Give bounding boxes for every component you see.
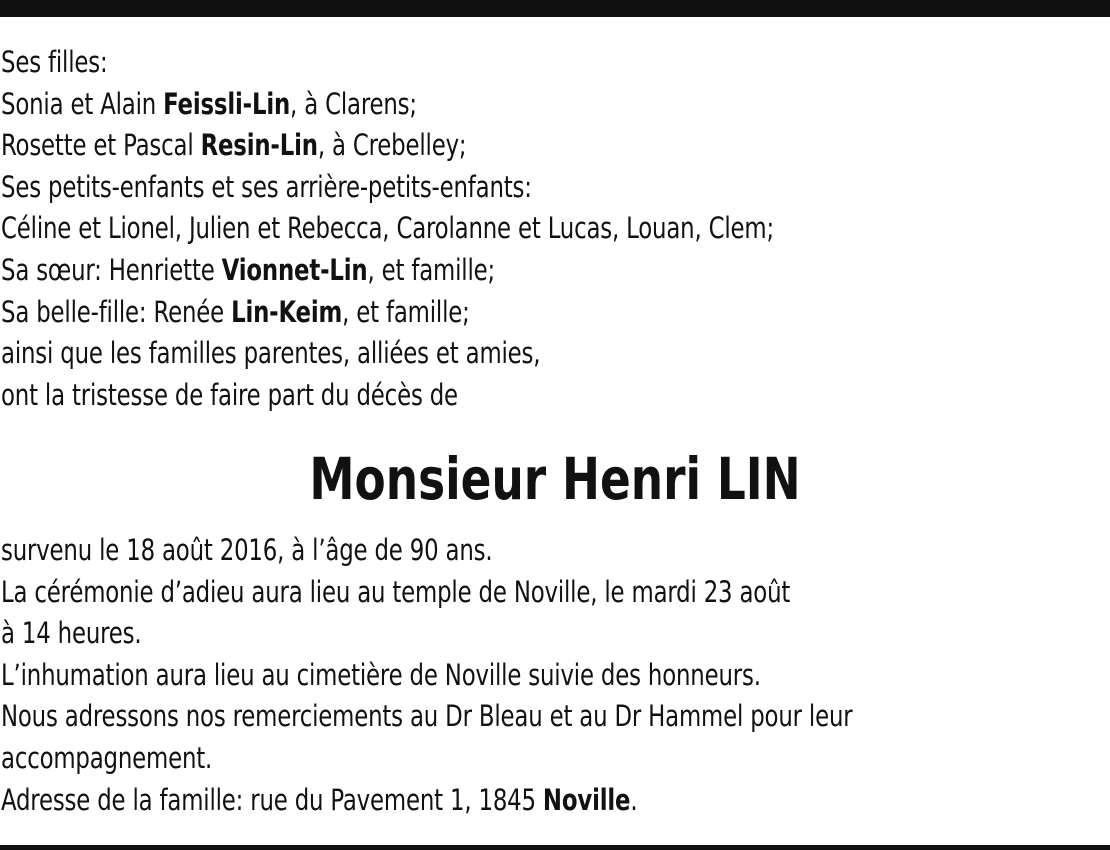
family-announcement (1, 42, 1109, 416)
ceremony-details (1, 530, 1109, 821)
bottom-border-rule (0, 845, 1110, 850)
text-line: Sonia et Alain Feissli-Lin, à Clarens; (1, 86, 417, 121)
text-line: Ses petits-enfants et ses arrière-petits-enfants: (1, 169, 532, 204)
text-line: Ses filles: (1, 45, 108, 79)
text-line: accompagnement. (1, 740, 213, 775)
text-line: La cérémonie d’adieu aura lieu au temple de Noville, le mardi 23 août (1, 574, 791, 609)
text-line: L’inhumation aura lieu au cimetière de Noville suivie des honneurs. (1, 657, 761, 692)
text-line: Rosette et Pascal Resin-Lin, à Crebelley; (1, 128, 467, 163)
text-line: Adresse de la famille: rue du Pavement 1, 1845 Noville. (1, 782, 638, 817)
text-line: Sa sœur: Henriette Vionnet-Lin, et famille; (1, 252, 496, 287)
top-border-rule (0, 0, 1110, 17)
text-line: survenu le 18 août 2016, à l’âge de 90 ans. (1, 533, 493, 567)
text-line: Céline et Lionel, Julien et Rebecca, Carolanne et Lucas, Louan, Clem; (1, 211, 775, 246)
text-line: à 14 heures. (1, 616, 142, 651)
text-line: ainsi que les familles parentes, alliées et amies, (1, 336, 541, 371)
deceased-name: Monsieur Henri LIN (309, 445, 801, 513)
text-line: Nous adressons nos remerciements au Dr Bleau et au Dr Hammel pour leur (1, 699, 853, 734)
text-line: Sa belle-fille: Renée Lin-Keim, et famille; (1, 294, 470, 329)
text-line: ont la tristesse de faire part du décès de (1, 377, 458, 412)
